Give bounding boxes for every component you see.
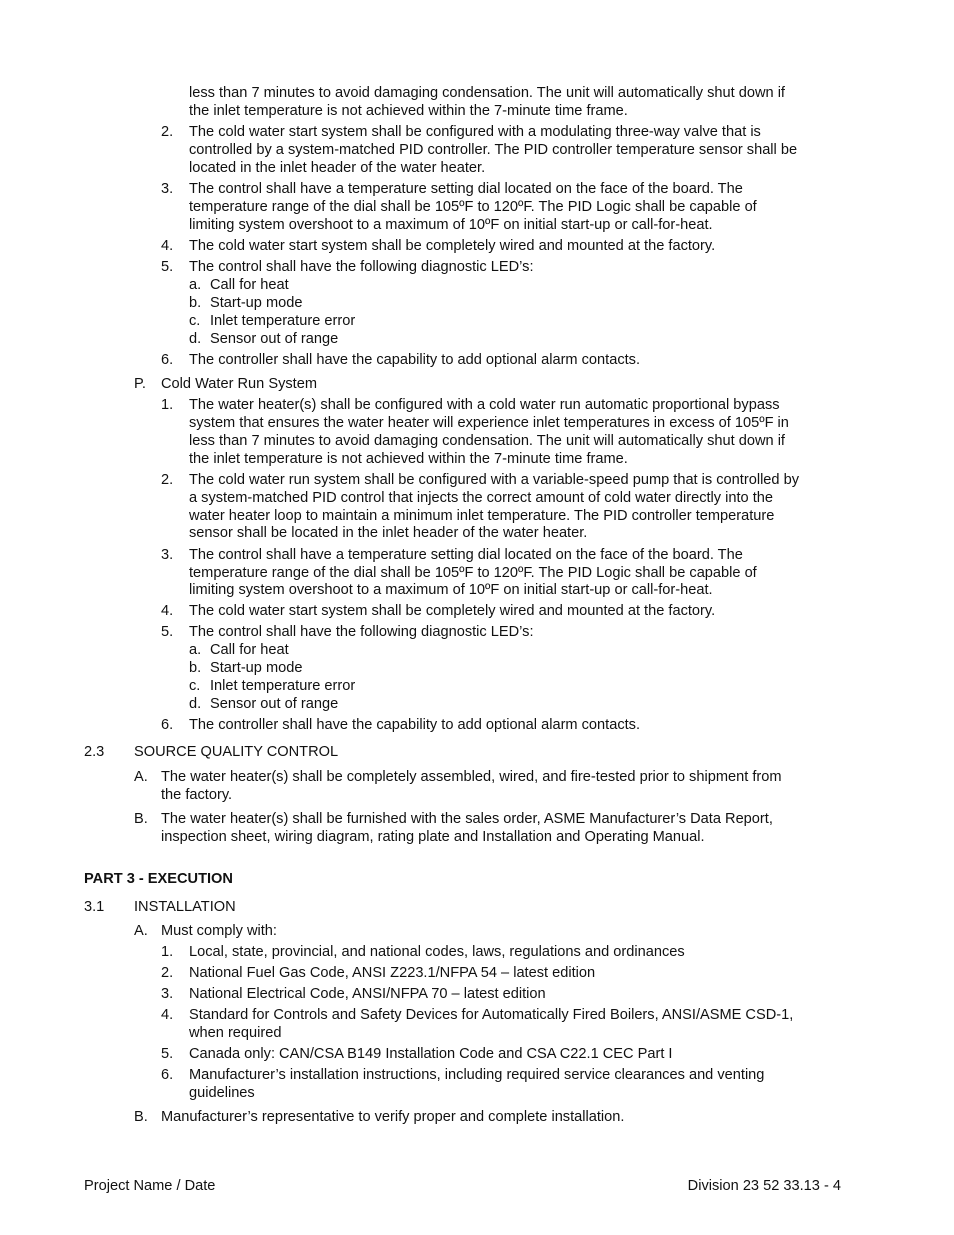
section-number: 2.3: [84, 744, 105, 760]
list-number: 4.: [161, 238, 174, 254]
sublist-letter: a.: [189, 642, 202, 658]
list-number: 6.: [161, 352, 174, 368]
list-item-text: water heater loop to maintain a minimum inlet temperature. The PID controller temperature: [189, 508, 775, 524]
sublist-text: Sensor out of range: [210, 331, 339, 347]
list-item-text: temperature range of the dial shall be 105ºF to 120ºF. The PID Logic shall be capable of: [189, 565, 757, 581]
list-item-text: sensor shall be located in the inlet header of the water heater.: [189, 525, 588, 541]
list-item-text: National Fuel Gas Code, ANSI Z223.1/NFPA 54 – latest edition: [189, 965, 596, 981]
list-item-text: when required: [189, 1025, 282, 1041]
list-number: 6.: [161, 1067, 174, 1083]
part-heading: PART 3 - EXECUTION: [84, 871, 233, 887]
list-number: 3.: [161, 181, 174, 197]
list-number: 2.: [161, 965, 174, 981]
list-item-text: controlled by a system-matched PID controller. The PID controller temperature sensor shall be: [189, 142, 798, 158]
paragraph-text: The water heater(s) shall be furnished with the sales order, ASME Manufacturer’s Data Report,: [161, 811, 773, 827]
list-number: 2.: [161, 472, 174, 488]
footer-division: Division 23 52 33.13 - 4: [687, 1178, 841, 1194]
list-item-text: less than 7 minutes to avoid damaging condensation. The unit will automatically shut down if: [189, 433, 785, 449]
sublist-text: Start-up mode: [210, 295, 303, 311]
paragraph-text: Manufacturer’s representative to verify proper and complete installation.: [161, 1109, 625, 1125]
list-number: 2.: [161, 124, 174, 140]
paragraph-text: The water heater(s) shall be completely assembled, wired, and fire-tested prior to shipment from: [161, 769, 782, 785]
sublist-letter: b.: [189, 295, 202, 311]
footer-project-name: Project Name / Date: [84, 1178, 216, 1194]
list-number: 1.: [161, 397, 174, 413]
list-item-text: located in the inlet header of the water heater.: [189, 160, 486, 176]
list-number: 3.: [161, 986, 174, 1002]
list-item-text: temperature range of the dial shall be 105ºF to 120ºF. The PID Logic shall be capable of: [189, 199, 757, 215]
sublist-letter: d.: [189, 696, 202, 712]
sublist-text: Start-up mode: [210, 660, 303, 676]
list-item-text: The cold water start system shall be completely wired and mounted at the factory.: [189, 238, 716, 254]
section-letter: B.: [134, 811, 148, 827]
list-item-text: system that ensures the water heater will experience inlet temperatures in excess of 105ºF in: [189, 415, 789, 431]
section-number: 3.1: [84, 899, 105, 915]
list-item-text: The control shall have a temperature setting dial located on the face of the board. The: [189, 547, 743, 563]
list-item-text: guidelines: [189, 1085, 255, 1101]
list-number: 1.: [161, 944, 174, 960]
list-item-text: The control shall have the following diagnostic LED’s:: [189, 624, 534, 640]
list-item-text: a system-matched PID control that injects the correct amount of cold water directly into the: [189, 490, 774, 506]
list-item-text: Standard for Controls and Safety Devices for Automatically Fired Boilers, ANSI/ASME CSD-1,: [189, 1007, 794, 1023]
list-item-text: Manufacturer’s installation instructions, including required service clearances and venting: [189, 1067, 765, 1083]
sublist-letter: b.: [189, 660, 202, 676]
paragraph-text: inspection sheet, wiring diagram, rating plate and Installation and Operating Manual.: [161, 829, 705, 845]
list-number: 6.: [161, 717, 174, 733]
list-item-text: National Electrical Code, ANSI/NFPA 70 – latest edition: [189, 986, 546, 1002]
list-item-text: The cold water start system shall be configured with a modulating three-way valve that is: [189, 124, 761, 140]
list-item-text: The cold water run system shall be configured with a variable-speed pump that is controlled by: [189, 472, 800, 488]
paragraph-text: the factory.: [161, 787, 233, 803]
list-item-text: The cold water start system shall be completely wired and mounted at the factory.: [189, 603, 716, 619]
list-item-text: the inlet temperature is not achieved within the 7-minute time frame.: [189, 451, 628, 467]
paragraph-text: Must comply with:: [161, 923, 277, 939]
list-number: 5.: [161, 259, 174, 275]
sublist-letter: c.: [189, 313, 201, 329]
list-number: 5.: [161, 1046, 174, 1062]
intro-line: less than 7 minutes to avoid damaging condensation. The unit will automatically shut down if: [189, 85, 785, 101]
sublist-text: Inlet temperature error: [210, 678, 356, 694]
sublist-text: Sensor out of range: [210, 696, 339, 712]
section-title: SOURCE QUALITY CONTROL: [134, 744, 339, 760]
sublist-letter: c.: [189, 678, 201, 694]
list-number: 4.: [161, 1007, 174, 1023]
list-item-text: limiting system overshoot to a maximum of 10ºF on initial start-up or call-for-heat.: [189, 582, 713, 598]
list-item-text: Canada only: CAN/CSA B149 Installation Code and CSA C22.1 CEC Part I: [189, 1046, 673, 1062]
section-title: INSTALLATION: [134, 899, 236, 915]
list-item-text: The controller shall have the capability to add optional alarm contacts.: [189, 352, 641, 368]
sublist-text: Call for heat: [210, 277, 289, 293]
list-number: 4.: [161, 603, 174, 619]
section-letter: A.: [134, 923, 148, 939]
list-item-text: The water heater(s) shall be configured with a cold water run automatic proportional bypass: [189, 397, 780, 413]
sublist-text: Call for heat: [210, 642, 289, 658]
sublist-text: Inlet temperature error: [210, 313, 356, 329]
list-item-text: limiting system overshoot to a maximum of 10ºF on initial start-up or call-for-heat.: [189, 217, 713, 233]
sublist-letter: a.: [189, 277, 202, 293]
section-letter: A.: [134, 769, 148, 785]
list-item-text: Local, state, provincial, and national codes, laws, regulations and ordinances: [189, 944, 685, 960]
list-number: 5.: [161, 624, 174, 640]
section-letter: P.: [134, 376, 146, 392]
list-item-text: The control shall have the following diagnostic LED’s:: [189, 259, 534, 275]
section-letter: B.: [134, 1109, 148, 1125]
list-item-text: The controller shall have the capability to add optional alarm contacts.: [189, 717, 641, 733]
list-item-text: The control shall have a temperature setting dial located on the face of the board. The: [189, 181, 743, 197]
sublist-letter: d.: [189, 331, 202, 347]
list-number: 3.: [161, 547, 174, 563]
intro-line: the inlet temperature is not achieved within the 7-minute time frame.: [189, 103, 628, 119]
section-title: Cold Water Run System: [161, 376, 317, 392]
